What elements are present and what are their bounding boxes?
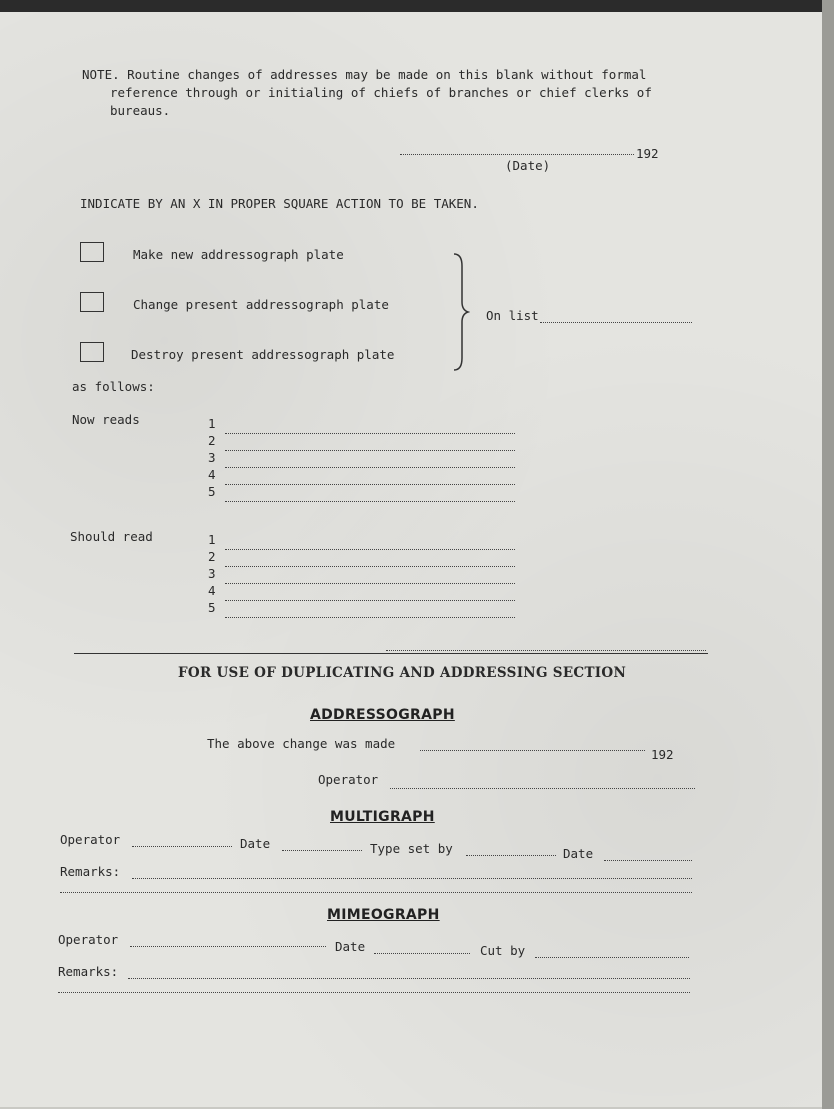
now-reads-num: 3 bbox=[208, 450, 216, 465]
should-read-num: 3 bbox=[208, 566, 216, 581]
date-field[interactable] bbox=[400, 154, 634, 155]
cut-by-field[interactable] bbox=[535, 957, 689, 958]
multigraph-date-label: Date bbox=[240, 836, 271, 851]
now-reads-num: 2 bbox=[208, 433, 216, 448]
signature-field[interactable] bbox=[386, 650, 706, 651]
type-set-by-field[interactable] bbox=[466, 855, 556, 856]
now-reads-num: 1 bbox=[208, 416, 216, 431]
mimeograph-date-label: Date bbox=[335, 939, 366, 954]
should-read-line[interactable] bbox=[225, 600, 515, 601]
change-made-label: The above change was made bbox=[207, 736, 396, 751]
addressograph-operator-label: Operator bbox=[318, 772, 379, 787]
should-read-line[interactable] bbox=[225, 566, 515, 567]
now-reads-line[interactable] bbox=[225, 450, 515, 451]
now-reads-line[interactable] bbox=[225, 467, 515, 468]
multigraph-date2-field[interactable] bbox=[604, 860, 692, 861]
type-set-by-label: Type set by bbox=[370, 841, 453, 856]
make-new-plate-label: Make new addressograph plate bbox=[133, 247, 344, 262]
multigraph-title: MULTIGRAPH bbox=[330, 809, 435, 825]
now-reads-num: 4 bbox=[208, 467, 216, 482]
date-year: 192 bbox=[636, 146, 659, 161]
multigraph-remarks-label: Remarks: bbox=[60, 864, 121, 879]
multigraph-operator-label: Operator bbox=[60, 832, 121, 847]
addressograph-title: ADDRESSOGRAPH bbox=[310, 707, 455, 723]
should-read-label: Should read bbox=[70, 529, 153, 544]
now-reads-line[interactable] bbox=[225, 484, 515, 485]
multigraph-date-field[interactable] bbox=[282, 850, 362, 851]
as-follows-label: as follows: bbox=[72, 379, 155, 394]
note-line-3: bureaus. bbox=[110, 103, 171, 118]
section-title: FOR USE OF DUPLICATING AND ADDRESSING SECTION bbox=[178, 665, 627, 681]
multigraph-operator-field[interactable] bbox=[132, 846, 232, 847]
change-plate-checkbox[interactable] bbox=[80, 292, 104, 312]
mimeograph-remarks-field-2[interactable] bbox=[58, 992, 690, 993]
change-made-field[interactable] bbox=[420, 750, 645, 751]
section-divider bbox=[74, 653, 708, 654]
should-read-line[interactable] bbox=[225, 549, 515, 550]
destroy-plate-label: Destroy present addressograph plate bbox=[131, 347, 395, 362]
now-reads-num: 5 bbox=[208, 484, 216, 499]
mimeograph-remarks-field[interactable] bbox=[128, 978, 690, 979]
addressograph-operator-field[interactable] bbox=[390, 788, 695, 789]
multigraph-remarks-field-2[interactable] bbox=[60, 892, 692, 893]
mimeograph-operator-label: Operator bbox=[58, 932, 119, 947]
mimeograph-operator-field[interactable] bbox=[130, 946, 326, 947]
multigraph-remarks-field[interactable] bbox=[132, 878, 692, 879]
mimeograph-date-field[interactable] bbox=[374, 953, 470, 954]
mimeograph-title: MIMEOGRAPH bbox=[327, 907, 440, 923]
now-reads-label: Now reads bbox=[72, 412, 140, 427]
should-read-num: 1 bbox=[208, 532, 216, 547]
change-plate-label: Change present addressograph plate bbox=[133, 297, 389, 312]
should-read-num: 4 bbox=[208, 583, 216, 598]
now-reads-line[interactable] bbox=[225, 433, 515, 434]
scan-border-top bbox=[0, 0, 834, 12]
multigraph-date2-label: Date bbox=[563, 846, 594, 861]
on-list-label: On list bbox=[486, 308, 539, 323]
date-label: (Date) bbox=[505, 158, 551, 173]
should-read-num: 5 bbox=[208, 600, 216, 615]
scan-border-right bbox=[822, 0, 834, 1109]
on-list-field[interactable] bbox=[540, 322, 692, 323]
should-read-line[interactable] bbox=[225, 583, 515, 584]
brace-icon bbox=[450, 252, 470, 372]
cut-by-label: Cut by bbox=[480, 943, 526, 958]
form-page bbox=[0, 12, 822, 1107]
destroy-plate-checkbox[interactable] bbox=[80, 342, 104, 362]
should-read-num: 2 bbox=[208, 549, 216, 564]
note-line-1: NOTE. Routine changes of addresses may be made on this blank without formal bbox=[82, 67, 647, 82]
note-line-2: reference through or initialing of chiefs of branches or chief clerks of bbox=[110, 85, 652, 100]
should-read-line[interactable] bbox=[225, 617, 515, 618]
instruction-text: INDICATE BY AN X IN PROPER SQUARE ACTION TO BE TAKEN. bbox=[80, 196, 479, 211]
change-made-year: 192 bbox=[651, 747, 674, 762]
make-new-plate-checkbox[interactable] bbox=[80, 242, 104, 262]
mimeograph-remarks-label: Remarks: bbox=[58, 964, 119, 979]
now-reads-line[interactable] bbox=[225, 501, 515, 502]
